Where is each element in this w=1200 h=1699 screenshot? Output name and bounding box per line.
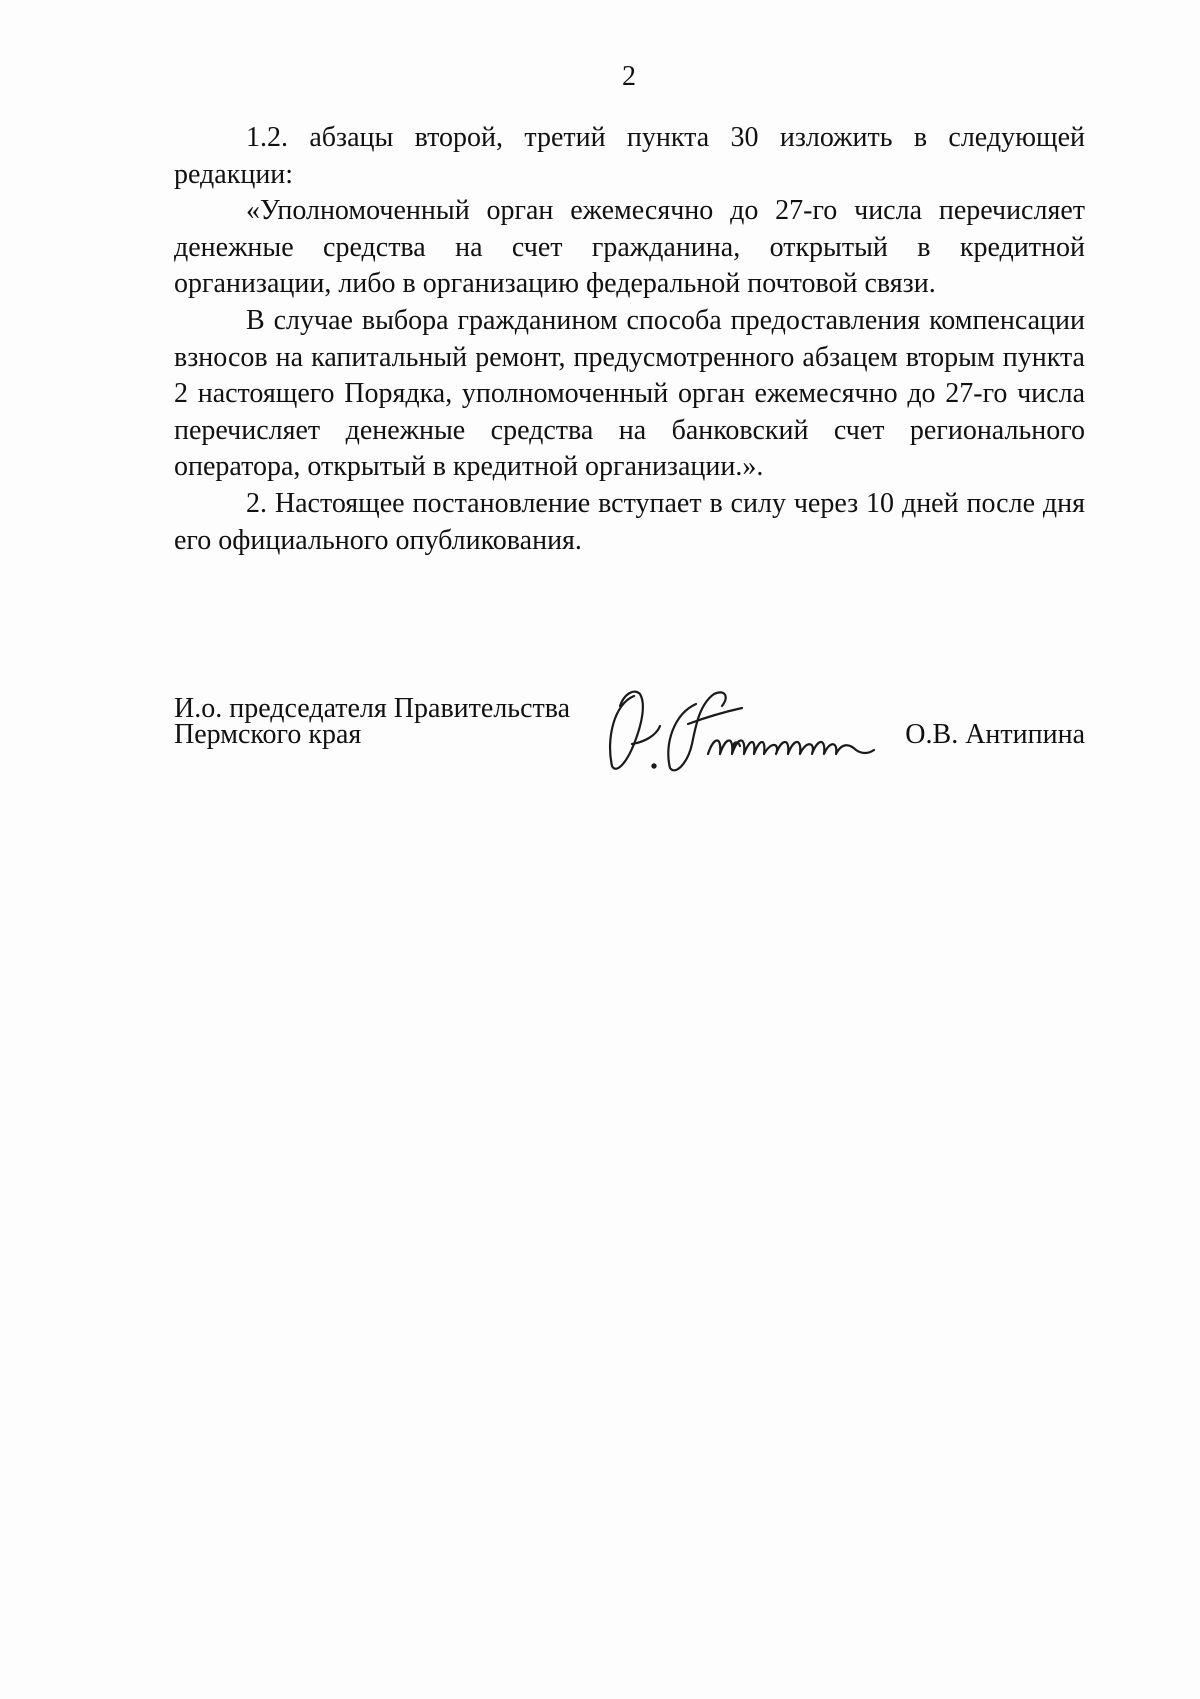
signatory-position [174, 693, 571, 750]
signature-block [174, 693, 1085, 786]
page-number: 2 [622, 61, 636, 92]
document-body [174, 120, 1085, 559]
paragraph-quote-1: «Уполномоченный орган ежемесячно до 27-го числа перечисляет денежные средства на счет гражданина, открытый в кредитной организации, либо в организацию федеральной почтовой связи. [174, 195, 1085, 300]
signatory-name: О.В. Антипина [905, 719, 1085, 750]
paragraph-quote-2: В случае выбора гражданином способа предоставления компенсации взносов на капитальный ремонт, предусмотренного абзацем вторым пункта 2 настоящего Порядка, уполномоченный орган ежемесячно до 27-го числа перечисляет денежные средства на банковский счет регионального оператора, открытый в кредитной организации.». [174, 304, 1085, 483]
paragraph-1-2: 1.2. абзацы второй, третий пункта 30 изложить в следующей редакции: [174, 122, 1085, 190]
handwritten-signature [604, 684, 904, 774]
signatory-position-line-2: Пермского края [174, 719, 362, 750]
signatory-position-line-1: И.о. председателя Правительства [174, 693, 571, 724]
paragraph-2: 2. Настоящее постановление вступает в силу через 10 дней после дня его официального опубликования. [174, 487, 1085, 556]
